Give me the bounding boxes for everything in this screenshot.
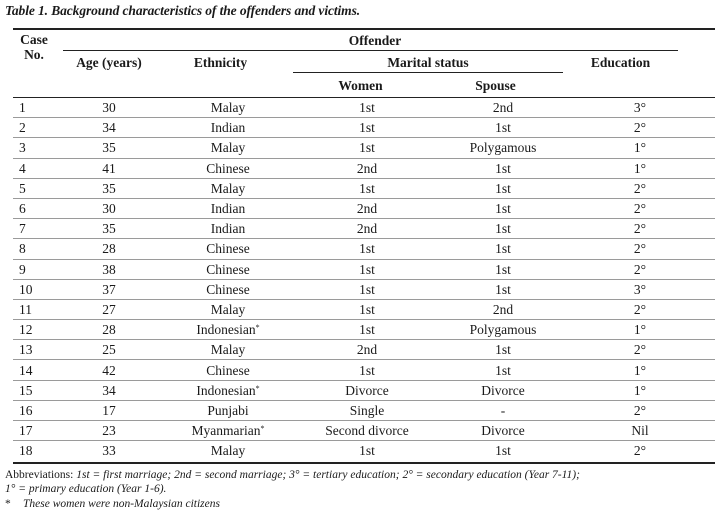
cell-ethnicity (163, 320, 293, 340)
cell-age-text: 35 (102, 221, 116, 237)
cell-age (55, 421, 163, 441)
cell-women (293, 340, 441, 360)
cell-case-text: 15 (19, 382, 33, 398)
cell-women-text: 2nd (356, 342, 378, 358)
cell-ethnicity (163, 259, 293, 279)
cell-women-text: 2nd (356, 201, 378, 217)
table-row (13, 219, 715, 239)
cell-age (55, 98, 163, 118)
cell-education-text: 2° (633, 342, 647, 358)
cell-case-text: 7 (19, 221, 26, 237)
cell-spouse-text: Divorce (481, 423, 525, 439)
cell-case (13, 340, 55, 360)
cell-case (13, 320, 55, 340)
cell-ethnicity (163, 421, 293, 441)
header-case-line2: No. (24, 47, 44, 62)
cell-spouse (441, 299, 565, 319)
cell-ethnicity (163, 340, 293, 360)
cell-ethnicity-text: Malay (210, 342, 246, 358)
cell-case-text: 14 (19, 362, 33, 378)
cell-ethnicity-text: Punjabi (207, 402, 249, 418)
cell-spouse (441, 340, 565, 360)
cell-spouse (441, 219, 565, 239)
cell-women (293, 239, 441, 259)
cell-ethnicity-text: Malay (210, 100, 246, 116)
cell-age (55, 400, 163, 420)
cell-education (565, 441, 715, 461)
cell-spouse-text: 1st (495, 120, 511, 136)
cell-case (13, 279, 55, 299)
cell-ethnicity-text: Indian (210, 120, 246, 136)
cell-spouse-text: 1st (495, 201, 511, 217)
cell-case (13, 380, 55, 400)
cell-age (55, 178, 163, 198)
cell-case (13, 219, 55, 239)
header-case-line1: Case (20, 32, 48, 47)
cell-age-text: 17 (102, 402, 116, 418)
cell-spouse (441, 441, 565, 461)
cell-ethnicity (163, 98, 293, 118)
cell-women (293, 98, 441, 118)
cell-ethnicity (163, 239, 293, 259)
cell-age (55, 380, 163, 400)
bottom-rule (13, 462, 715, 464)
cell-ethnicity (163, 441, 293, 461)
cell-ethnicity (163, 178, 293, 198)
header-age: Age (years) (76, 55, 142, 70)
cell-age-text: 23 (102, 423, 116, 439)
cell-spouse-text: Polygamous (469, 322, 537, 338)
cell-age (55, 219, 163, 239)
cell-ethnicity-text: Malay (210, 180, 246, 196)
cell-ethnicity-text: Myanmarian (191, 423, 261, 439)
cell-ethnicity-text: Malay (210, 140, 246, 156)
cell-case (13, 138, 55, 158)
header-ethnicity: Ethnicity (193, 55, 248, 70)
cell-case (13, 400, 55, 420)
cell-case-text: 6 (19, 201, 26, 217)
table-row (13, 178, 715, 198)
cell-age-text: 41 (102, 160, 116, 176)
cell-ethnicity-text: Indian (210, 201, 246, 217)
footnote-abbreviations-cont (5, 482, 166, 496)
cell-education (565, 259, 715, 279)
cell-education (565, 360, 715, 380)
cell-case (13, 259, 55, 279)
cell-women (293, 441, 441, 461)
cell-education-text: Nil (631, 423, 649, 439)
cell-women (293, 118, 441, 138)
cell-education (565, 320, 715, 340)
table-row (13, 138, 715, 158)
cell-women (293, 219, 441, 239)
cell-ethnicity (163, 299, 293, 319)
cell-age-text: 30 (102, 201, 116, 217)
cell-age (55, 138, 163, 158)
cell-age-text: 34 (102, 382, 116, 398)
cell-education-text: 2° (633, 201, 647, 217)
cell-education-text: 1° (633, 322, 647, 338)
cell-women-text: 1st (359, 301, 375, 317)
table-row (13, 380, 715, 400)
cell-education (565, 299, 715, 319)
cell-ethnicity (163, 380, 293, 400)
cell-women-text: 1st (359, 443, 375, 459)
cell-age (55, 299, 163, 319)
cell-education (565, 239, 715, 259)
cell-ethnicity-text: Indian (210, 221, 246, 237)
cell-ethnicity (163, 198, 293, 218)
cell-ethnicity-text: Indonesian (196, 322, 256, 338)
cell-women-text: 1st (359, 180, 375, 196)
asterisk-text: These women were non-Malaysian citizens (23, 498, 220, 510)
cell-age (55, 118, 163, 138)
cell-spouse-text: 1st (495, 160, 511, 176)
cell-age-text: 30 (102, 100, 116, 116)
table-row (13, 421, 715, 441)
cell-ethnicity-text: Chinese (206, 281, 250, 297)
cell-case-text: 3 (19, 140, 26, 156)
cell-age-text: 28 (102, 322, 116, 338)
cell-age-text: 35 (102, 180, 116, 196)
cell-case-text: 9 (19, 261, 26, 277)
cell-age-text: 42 (102, 362, 116, 378)
cell-women (293, 380, 441, 400)
cell-case (13, 98, 55, 118)
footnote-abbreviations (5, 468, 580, 482)
cell-education-text: 3° (633, 100, 647, 116)
cell-women-text: 1st (359, 100, 375, 116)
cell-case-text: 13 (19, 342, 33, 358)
cell-spouse-text: 1st (495, 443, 511, 459)
table-row (13, 299, 715, 319)
cell-age (55, 340, 163, 360)
cell-age (55, 259, 163, 279)
header-offender: Offender (348, 33, 402, 48)
cell-spouse (441, 198, 565, 218)
cell-ethnicity-text: Chinese (206, 160, 250, 176)
cell-education (565, 380, 715, 400)
cell-education (565, 178, 715, 198)
cell-age (55, 158, 163, 178)
table-row (13, 259, 715, 279)
header-women: Women (338, 78, 383, 93)
cell-women (293, 158, 441, 178)
table-row (13, 340, 715, 360)
cell-case-text: 1 (19, 100, 26, 116)
cell-ethnicity-text: Malay (210, 301, 246, 317)
cell-case-text: 16 (19, 402, 33, 418)
cell-spouse (441, 98, 565, 118)
offender-subrule (63, 50, 678, 51)
cell-women-text: 1st (359, 362, 375, 378)
footnote-mark: * (255, 323, 260, 333)
cell-women (293, 421, 441, 441)
cell-spouse (441, 178, 565, 198)
cell-spouse-text: 1st (495, 221, 511, 237)
cell-case-text: 18 (19, 443, 33, 459)
cell-ethnicity (163, 279, 293, 299)
cell-case (13, 118, 55, 138)
cell-age-text: 34 (102, 120, 116, 136)
cell-spouse (441, 380, 565, 400)
abbrev-line2: 1° = primary education (Year 1-6). (5, 483, 167, 495)
cell-case-text: 8 (19, 241, 26, 257)
cell-education-text: 1° (633, 362, 647, 378)
cell-case (13, 198, 55, 218)
cell-ethnicity (163, 138, 293, 158)
cell-ethnicity (163, 360, 293, 380)
cell-education-text: 1° (633, 160, 647, 176)
table-row (13, 98, 715, 118)
table-row (13, 441, 715, 461)
cell-age-text: 27 (102, 301, 116, 317)
cell-ethnicity (163, 219, 293, 239)
cell-spouse-text: 1st (495, 180, 511, 196)
cell-age (55, 279, 163, 299)
cell-case (13, 421, 55, 441)
cell-women (293, 279, 441, 299)
cell-women-text: 1st (359, 140, 375, 156)
cell-ethnicity-text: Malay (210, 443, 246, 459)
cell-spouse (441, 400, 565, 420)
cell-case (13, 239, 55, 259)
cell-age-text: 25 (102, 342, 116, 358)
table-row (13, 198, 715, 218)
abbrev-line1: 1st = first marriage; 2nd = second marriage; 3° = tertiary education; 2° = secondary education (Year 7-11); (76, 469, 580, 481)
cell-education-text: 2° (633, 241, 647, 257)
cell-spouse-text: 1st (495, 241, 511, 257)
footnote-asterisk (5, 497, 220, 511)
cell-spouse (441, 259, 565, 279)
cell-spouse-text: Polygamous (469, 140, 537, 156)
cell-age (55, 441, 163, 461)
cell-women (293, 320, 441, 340)
cell-ethnicity (163, 118, 293, 138)
cell-spouse-text: 1st (495, 281, 511, 297)
cell-women-text: Single (349, 402, 385, 418)
cell-age-text: 28 (102, 241, 116, 257)
header-marital-status: Marital status (387, 55, 469, 70)
abbrev-prefix: Abbreviations: (5, 469, 77, 481)
cell-women-text: 2nd (356, 160, 378, 176)
cell-education (565, 421, 715, 441)
cell-ethnicity-text: Chinese (206, 261, 250, 277)
cell-women-text: 1st (359, 241, 375, 257)
table-row (13, 279, 715, 299)
cell-women (293, 299, 441, 319)
table-row (13, 400, 715, 420)
cell-women (293, 360, 441, 380)
cell-spouse (441, 158, 565, 178)
cell-case (13, 441, 55, 461)
cell-education (565, 158, 715, 178)
table-caption: Table 1. Background characteristics of the offenders and victims. (5, 3, 361, 18)
cell-spouse-text: - (500, 402, 506, 418)
footnote-mark: * (260, 424, 265, 434)
cell-education-text: 3° (633, 281, 647, 297)
cell-age-text: 35 (102, 140, 116, 156)
table-row (13, 118, 715, 138)
cell-women-text: 1st (359, 281, 375, 297)
cell-case-text: 12 (19, 322, 33, 338)
cell-women (293, 198, 441, 218)
cell-spouse (441, 279, 565, 299)
cell-women (293, 400, 441, 420)
table-row (13, 320, 715, 340)
cell-spouse (441, 239, 565, 259)
cell-age-text: 37 (102, 281, 116, 297)
cell-spouse (441, 138, 565, 158)
cell-age (55, 239, 163, 259)
cell-education-text: 1° (633, 140, 647, 156)
cell-case-text: 2 (19, 120, 26, 136)
cell-spouse (441, 360, 565, 380)
cell-women (293, 259, 441, 279)
cell-ethnicity-text: Indonesian (196, 382, 256, 398)
cell-women (293, 138, 441, 158)
cell-women-text: Second divorce (325, 423, 409, 439)
cell-spouse-text: 1st (495, 362, 511, 378)
cell-age (55, 360, 163, 380)
cell-spouse-text: Divorce (481, 382, 525, 398)
data-table (13, 98, 715, 460)
table-row (13, 158, 715, 178)
table-row (13, 360, 715, 380)
cell-ethnicity (163, 400, 293, 420)
cell-education-text: 1° (633, 382, 647, 398)
cell-education (565, 400, 715, 420)
cell-women-text: Divorce (345, 382, 389, 398)
cell-spouse-text: 1st (495, 342, 511, 358)
cell-education (565, 138, 715, 158)
cell-ethnicity-text: Chinese (206, 241, 250, 257)
cell-case-text: 11 (19, 301, 32, 317)
cell-case (13, 360, 55, 380)
cell-education-text: 2° (633, 443, 647, 459)
cell-spouse (441, 421, 565, 441)
cell-spouse-text: 1st (495, 261, 511, 277)
cell-education (565, 98, 715, 118)
cell-case (13, 178, 55, 198)
cell-women-text: 2nd (356, 221, 378, 237)
cell-ethnicity (163, 158, 293, 178)
cell-education-text: 2° (633, 402, 647, 418)
cell-women-text: 1st (359, 322, 375, 338)
cell-education (565, 279, 715, 299)
cell-education-text: 2° (633, 180, 647, 196)
cell-women-text: 1st (359, 261, 375, 277)
cell-spouse (441, 320, 565, 340)
cell-case-text: 5 (19, 180, 26, 196)
cell-education (565, 118, 715, 138)
cell-age (55, 320, 163, 340)
header-spouse: Spouse (475, 78, 516, 93)
footnote-mark: * (255, 383, 260, 393)
cell-ethnicity-text: Chinese (206, 362, 250, 378)
cell-spouse-text: 2nd (492, 301, 514, 317)
cell-women (293, 178, 441, 198)
cell-age-text: 33 (102, 443, 116, 459)
cell-case-text: 10 (19, 281, 33, 297)
cell-women-text: 1st (359, 120, 375, 136)
header-case-no (13, 32, 55, 62)
cell-age (55, 198, 163, 218)
top-rule (13, 28, 715, 30)
cell-education-text: 2° (633, 261, 647, 277)
table-row (13, 239, 715, 259)
cell-education-text: 2° (633, 301, 647, 317)
marital-status-subrule (293, 72, 563, 73)
cell-education-text: 2° (633, 221, 647, 237)
header-education: Education (590, 55, 651, 70)
cell-education (565, 219, 715, 239)
cell-education-text: 2° (633, 120, 647, 136)
cell-education (565, 340, 715, 360)
cell-case-text: 17 (19, 423, 33, 439)
cell-case (13, 158, 55, 178)
cell-spouse (441, 118, 565, 138)
asterisk-marker: * (5, 498, 11, 510)
cell-education (565, 198, 715, 218)
cell-spouse-text: 2nd (492, 100, 514, 116)
cell-age-text: 38 (102, 261, 116, 277)
cell-case (13, 299, 55, 319)
cell-case-text: 4 (19, 160, 26, 176)
